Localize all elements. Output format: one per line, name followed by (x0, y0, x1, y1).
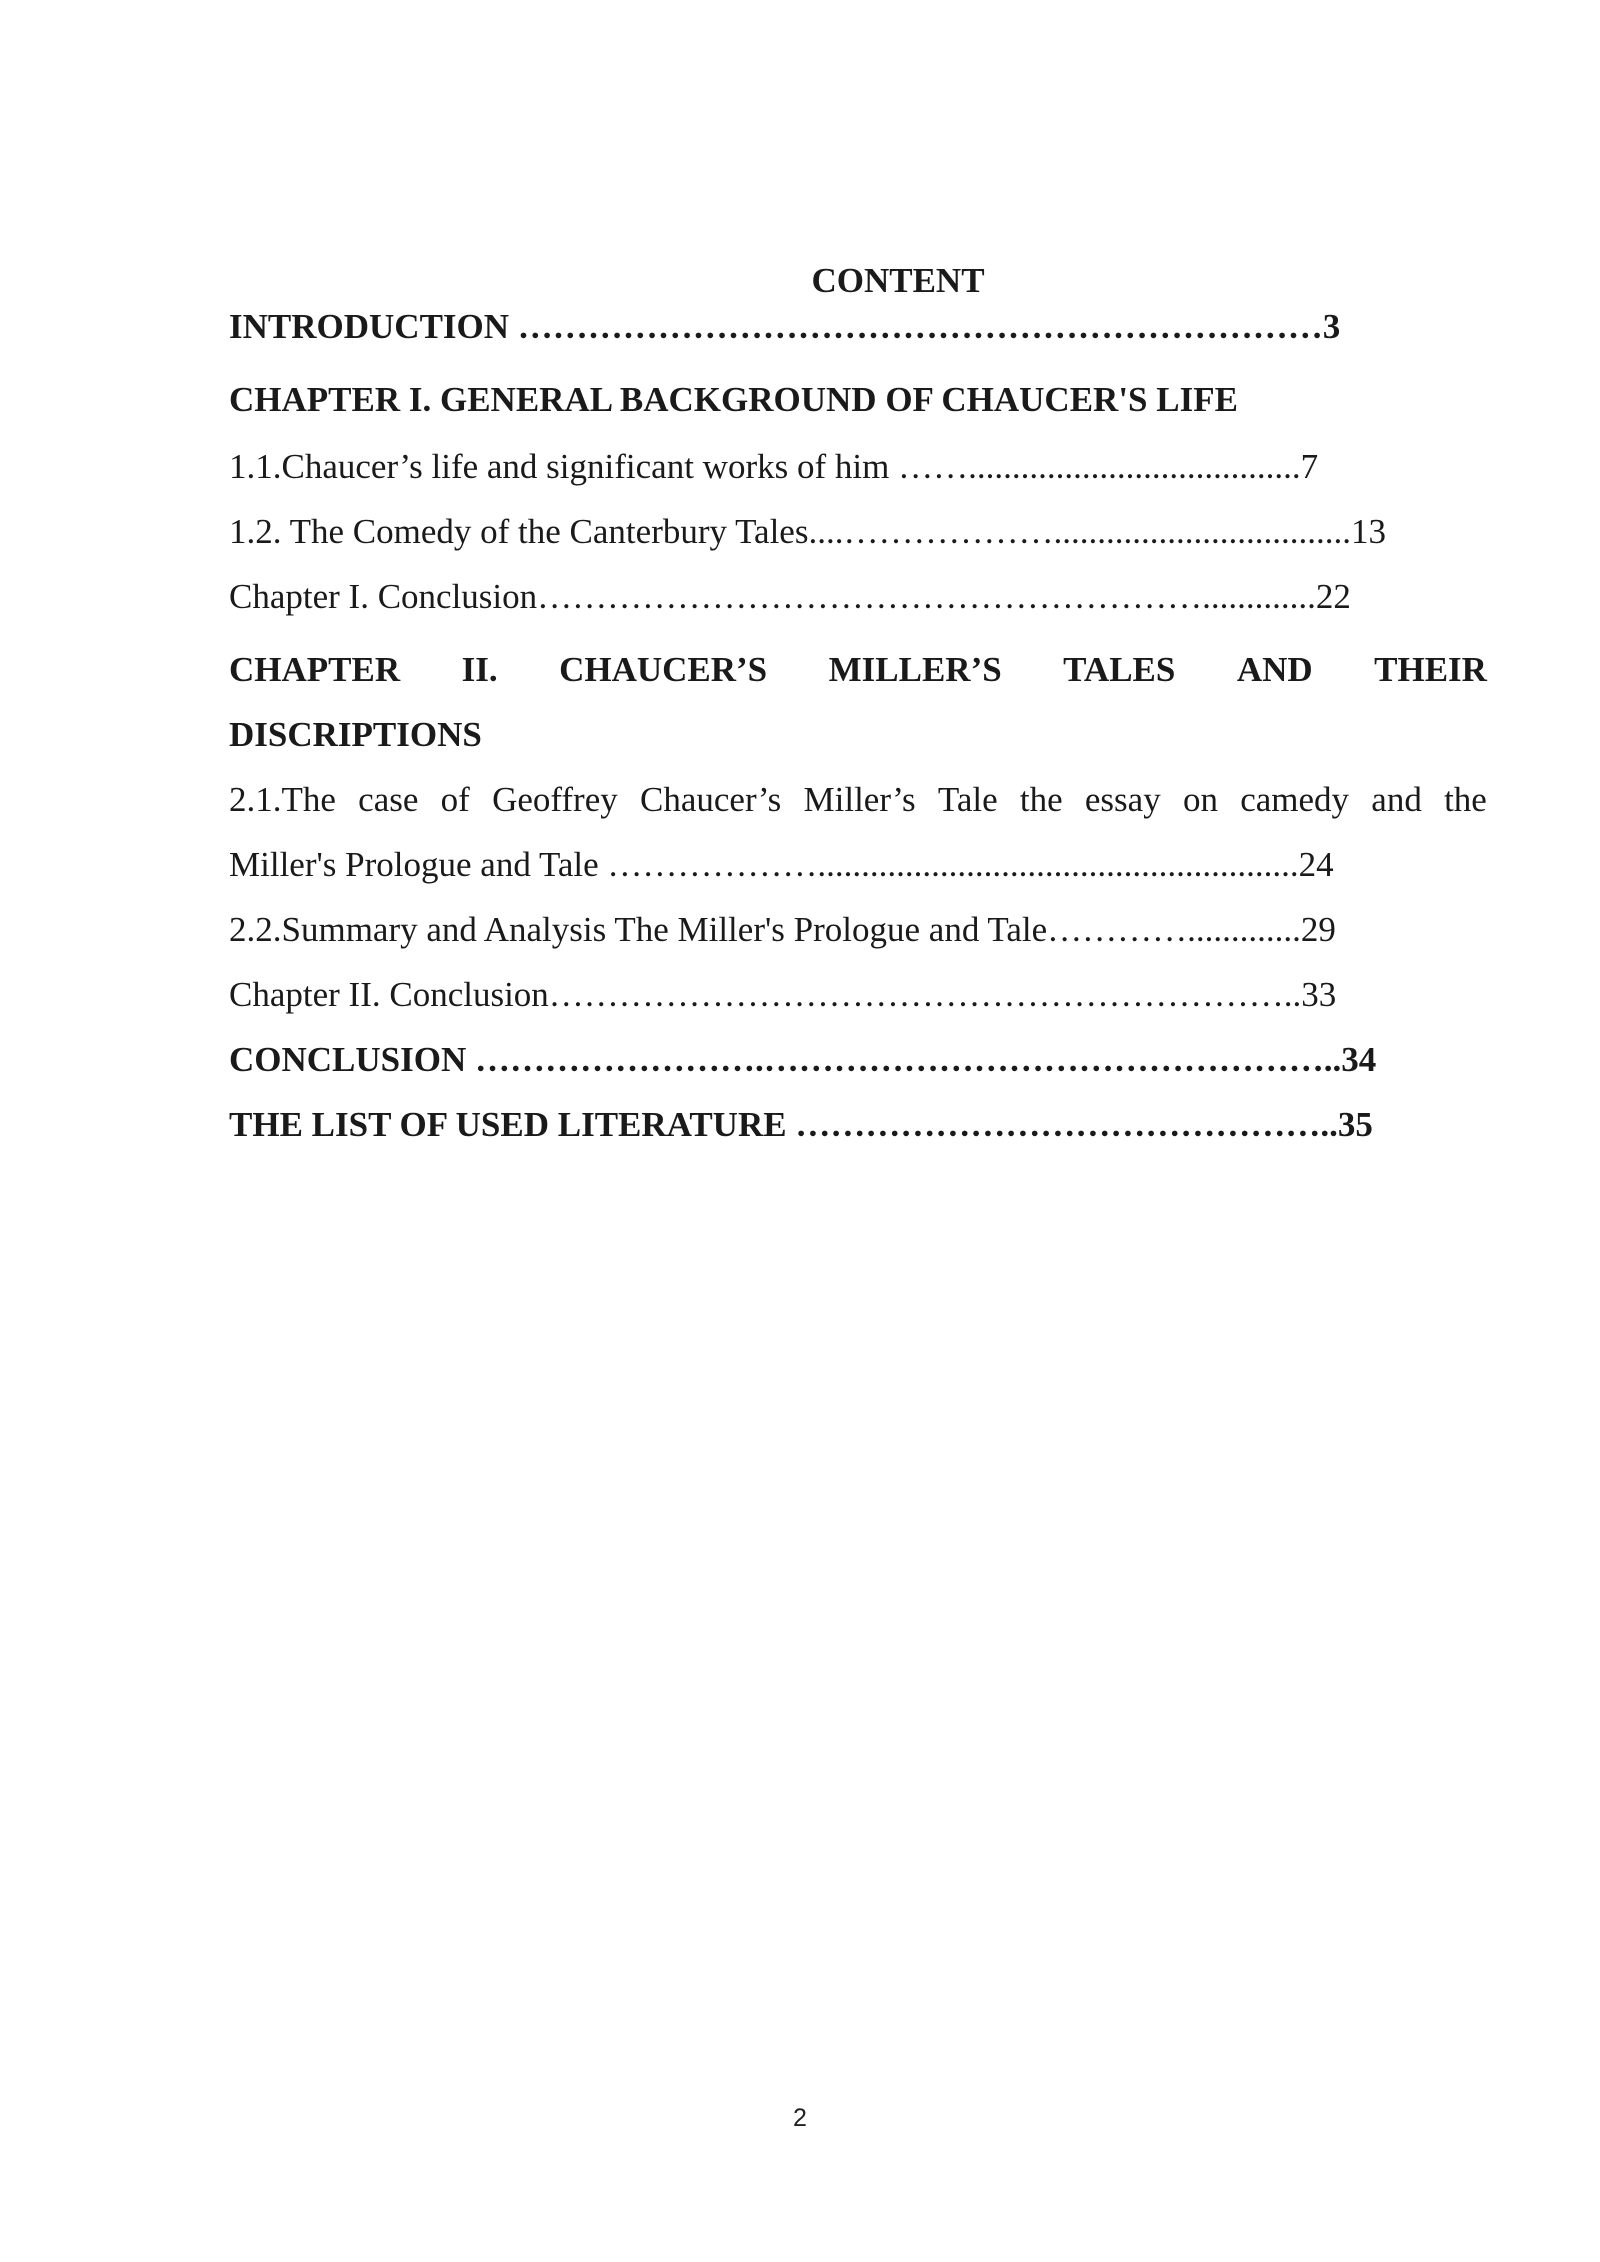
toc-heading-chapter-1: CHAPTER I. GENERAL BACKGROUND OF CHAUCER'S LIFE (229, 380, 1238, 419)
page-number: 2 (793, 2104, 807, 2132)
entry-word: the (1019, 780, 1063, 819)
heading-word: CHAUCER’S (559, 650, 768, 689)
entry-word: 2.1.The (229, 780, 336, 819)
heading-word: THEIR (1374, 650, 1487, 689)
entry-word: and (1371, 780, 1422, 819)
entry-word: Miller’s (803, 780, 916, 819)
entry-word: case (358, 780, 419, 819)
entry-word: Geoffrey (492, 780, 618, 819)
entry-word: Tale (937, 780, 998, 819)
page-title: CONTENT (811, 261, 985, 300)
toc-entry-2-1-line-1 (229, 767, 1487, 832)
toc-entry-conclusion: CONCLUSION …………………….…………………………………………..34 (229, 1040, 1377, 1079)
heading-word: AND (1236, 650, 1313, 689)
toc-entry-literature: THE LIST OF USED LITERATURE ………………………………………..35 (229, 1105, 1373, 1144)
entry-word: on (1182, 780, 1218, 819)
toc-entry-2-2: 2.2.Summary and Analysis The Miller's Prologue and Tale………….............29 (229, 910, 1336, 949)
entry-word: camedy (1240, 780, 1350, 819)
toc-entry-introduction: INTRODUCTION ……………………………………………………………3 (229, 307, 1341, 346)
entry-word: Chaucer’s (640, 780, 782, 819)
toc-entry-1-2: 1.2. The Comedy of the Canterbury Tales....………………..................................13 (229, 512, 1386, 551)
toc-entry-chapter-1-conclusion: Chapter I. Conclusion………………………………………………….............22 (229, 577, 1351, 616)
entry-word: the (1444, 780, 1487, 819)
heading-word: CHAPTER (229, 650, 401, 689)
heading-word: II. (461, 650, 498, 689)
entry-word: of (440, 780, 470, 819)
toc-entry-2-1-line-2: Miller's Prologue and Tale ……………….......................................................24 (229, 845, 1334, 884)
toc-entry-1-1: 1.1.Chaucer’s life and significant works of him ……......................................7 (229, 447, 1319, 486)
toc-heading-chapter-2-line-2: DISCRIPTIONS (229, 715, 482, 754)
heading-word: MILLER’S (828, 650, 1002, 689)
table-of-contents (229, 258, 1487, 1157)
entry-word: essay (1084, 780, 1161, 819)
toc-heading-chapter-2-line-1 (229, 637, 1487, 702)
toc-entry-chapter-2-conclusion: Chapter II. Conclusion………………………………………………………..33 (229, 975, 1337, 1014)
heading-word: TALES (1063, 650, 1176, 689)
